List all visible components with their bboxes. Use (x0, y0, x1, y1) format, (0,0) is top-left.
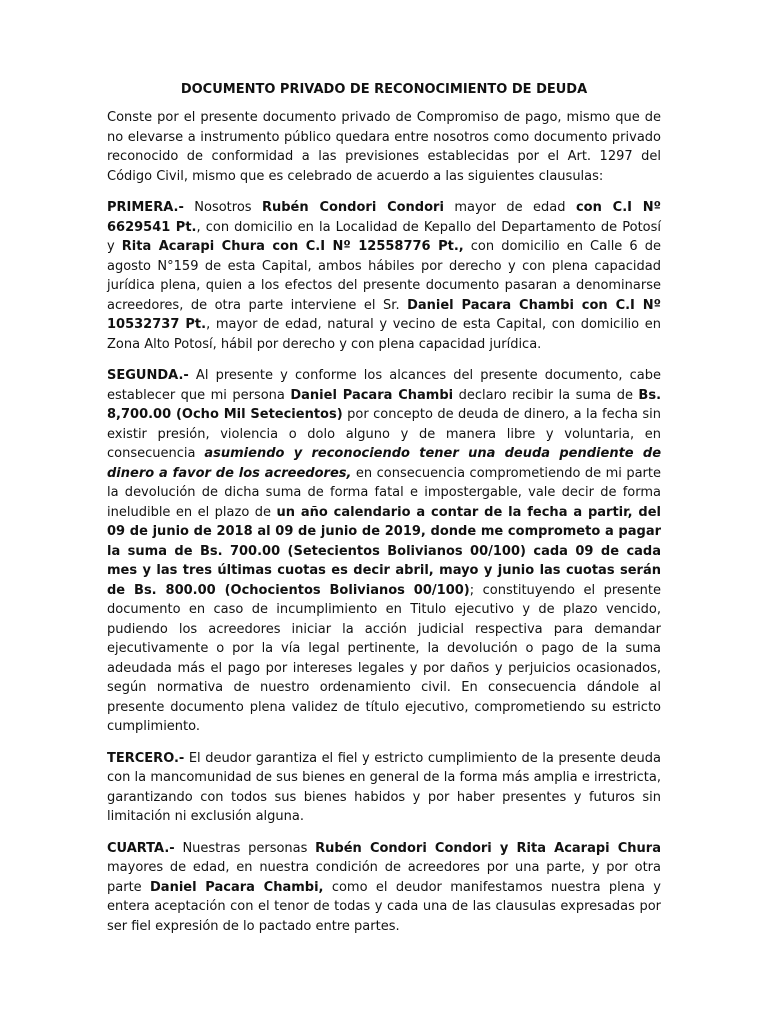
text-segment: Rubén Condori Condori (261, 200, 444, 215)
text-segment: un año calendario a contar de la fecha a partir, del 09 de junio de 2018 al 09 de junio de 2019, donde me comprometo a pagar la suma de Bs. 700.00 (Setecientos Bolivianos 00/100) cada 09 de cada mes y las tres últimas cuotas es decir abril, mayo y junio las cuotas serán de Bs. 800.00 (Ochocientos Bolivianos 00/100) (107, 504, 661, 598)
text-segment: como el deudor manifestamos nuestra plena y entera aceptación con el tenor de todas y cada una de las clausulas expresadas por ser fiel expresión de lo pactado entre partes. (107, 879, 661, 934)
text-segment: en consecuencia comprometiendo de mi parte la devolución de dicha suma de forma fatal e impostergable, vale decir de forma ineludible en el plazo de (107, 465, 661, 520)
text-segment: SEGUNDA.- (107, 368, 189, 383)
text-segment: ; constituyendo el presente documento en caso de incumplimiento en Titulo ejecutivo y de plazo vencido, pudiendo los acreedores iniciar la acción judicial respectiva para demandar ejecutivamente o por la vía legal pertinente, la devolución o pago de la suma adeudada más el pago por intereses legales y por daños y perjuicios ocasionados, según normativa de nuestro ordenamiento civil. En consecuencia dándole al presente documento plena validez de título ejecutivo, comprometiendo su estricto cumplimiento. (107, 582, 661, 734)
text-segment: El deudor garantiza el fiel y estricto cumplimiento de la presente deuda con la mancomunidad de sus bienes en general de la forma más amplia e irrestricta, garantizando con todos sus bienes habidos y por haber presentes y futuros sin limitación ni exclusión alguna. (107, 750, 661, 824)
text-segment: Conste por el presente documento privado de Compromiso de pago, mismo que de no elevarse a instrumento público quedara entre nosotros como documento privado reconocido de conformidad a las previsiones establecidas por el Art. 1297 del Código Civil, mismo que es celebrado de acuerdo a las siguientes clausulas: (107, 110, 661, 184)
document-page (107, 80, 661, 948)
text-segment: con domicilio en Calle 6 de agosto N°159 de esta Capital, ambos hábiles por derecho y con plena capacidad jurídica plena, quien a los efectos del presente documento pasaran a denominarse acreedores, de otra parte interviene el Sr. (107, 239, 661, 313)
text-segment: Bs. 8,700.00 (Ocho Mil Setecientos) (107, 387, 662, 422)
text-segment: Daniel Pacara Chambi, (150, 879, 324, 895)
document-title: DOCUMENTO PRIVADO DE RECONOCIMIENTO DE DEUDA (180, 82, 588, 97)
paragraph-preamble (107, 108, 661, 186)
text-segment: Daniel Pacara Chambi (290, 387, 454, 403)
text-segment: , mayor de edad, natural y vecino de esta Capital, con domicilio en Zona Alto Potosí, hábil por derecho y con plena capacidad jurídica. (107, 317, 661, 352)
clause-primera (107, 198, 661, 354)
text-segment: PRIMERA.- (107, 200, 184, 215)
text-segment: Al presente y conforme los alcances del presente documento, cabe establecer que mi persona (107, 368, 661, 403)
clause-cuarta (107, 839, 661, 937)
text-segment: con C.I Nº 6629541 Pt. (107, 200, 661, 235)
text-segment: Nosotros (183, 200, 262, 215)
text-segment: Nuestras personas (174, 840, 316, 856)
clause-segunda (107, 366, 661, 737)
text-segment: mayor de edad (443, 200, 576, 215)
text-segment: , con domicilio en la Localidad de Kepallo del Departamento de Potosí y (107, 219, 662, 254)
text-segment: por concepto de deuda de dinero, a la fecha sin existir presión, violencia o dolo alguno y de manera libre y voluntaria, en consecuencia (107, 407, 661, 461)
clause-tercero (107, 749, 661, 827)
text-segment: CUARTA.- (107, 840, 175, 856)
text-segment: TERCERO.- (107, 750, 185, 766)
text-segment: asumiendo y reconociendo tener una deuda pendiente de dinero a favor de los acreedores, (107, 446, 662, 481)
text-segment: mayores de edad, en nuestra condición de acreedores por una parte, y por otra parte (107, 860, 661, 895)
text-segment: Daniel Pacara Chambi con C.I Nº 10532737 Pt. (107, 297, 661, 332)
text-segment: Rita Acarapi Chura con C.I Nº 12558776 Pt., (121, 239, 464, 254)
text-segment: declaro recibir la suma de (453, 387, 639, 403)
text-segment: Rubén Condori Condori y Rita Acarapi Chura (315, 840, 661, 856)
